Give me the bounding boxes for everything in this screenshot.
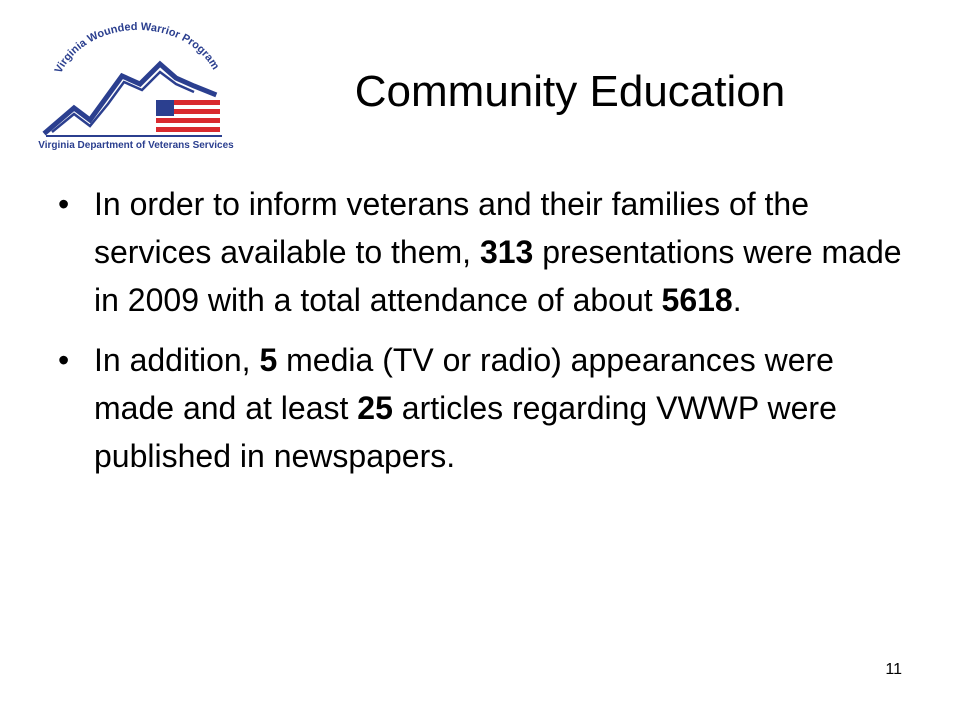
logo-bottom-text: Virginia Department of Veterans Services: [38, 140, 234, 151]
flag-stripe-1: [174, 100, 220, 105]
page-number: 11: [885, 661, 902, 678]
bullet-2-text-2: media (TV or radio) appearances were made and at least: [94, 342, 834, 426]
bullet-1-text-2: presentations were made in 2009 with a total attendance of about: [94, 234, 902, 318]
bullet-list: [56, 180, 906, 492]
slide-title: Community Education: [354, 67, 786, 116]
bullet-1-text-3: .: [732, 282, 742, 318]
flag-stripe-4: [156, 127, 220, 132]
flag-stripe-3: [156, 118, 220, 123]
bullet-dot-icon: •: [58, 342, 70, 378]
articles-count: 25: [357, 390, 393, 426]
bullet-1-text-1: In order to inform veterans and their families of the services available to them,: [94, 186, 810, 270]
media-appearances-count: 5: [259, 342, 278, 378]
flag-canton: [156, 100, 174, 116]
vwwp-logo-graphic: [38, 20, 238, 156]
bullet-2-text-3: articles regarding VWWP were published in newspapers.: [94, 390, 837, 474]
logo-arc-text: Virginia Wounded Warrior Program: [52, 20, 222, 76]
flag-stripe-2: [174, 109, 220, 114]
attendance-count: 5618: [661, 282, 733, 318]
bullet-item-presentations: [56, 180, 906, 324]
presentations-count: 313: [479, 234, 534, 270]
bullet-2-text-1: In addition,: [94, 342, 260, 378]
vwwp-logo: [38, 20, 238, 156]
bullet-dot-icon: •: [58, 186, 70, 222]
bullet-item-media: [56, 336, 906, 480]
